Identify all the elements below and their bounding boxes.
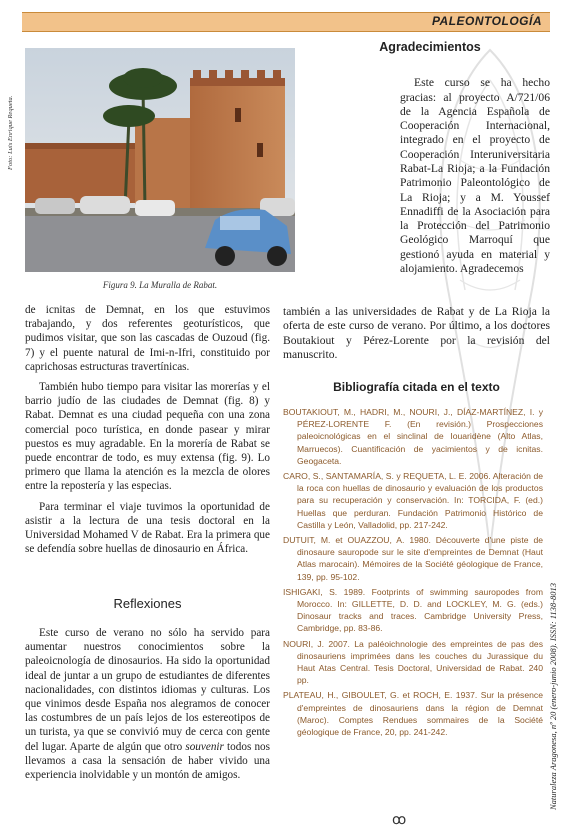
ornament-icon: ꝏ bbox=[392, 813, 407, 828]
photo-caption: Figura 9. La Muralla de Rabat. bbox=[102, 280, 218, 290]
bibliography-title: Bibliografía citada en el texto bbox=[333, 380, 500, 394]
reflexiones-title: Reflexiones bbox=[113, 596, 182, 611]
acknowledgements-section bbox=[310, 40, 550, 276]
bibliography-list bbox=[283, 406, 543, 741]
bibliography-entry: NOURI, J. 2007. La paléoichnologie des empreintes de pas des dinosauriens imprimées dans les couches du Jurassique du Haut Atas Central. Tesis Doctoral, Universidad de Rabat. 240 pp. bbox=[283, 638, 543, 686]
acknowledgements-continuation: también a las universidades de Rabat y de La Rioja la oferta de este curso de verano. Por último, a los doctores Boutakiout y Pérez-Lorente por la revisión del manuscrito. bbox=[283, 305, 550, 361]
bibliography-entry: CARO, S., SANTAMARÍA, S. y REQUETA, L. E. 2006. Alteración de la roca con huellas de dinosaurio y evaluación de los productos para su recuperación y conservación. In: TORCIDA, F. (ed.) Huellas que perduran. Fundación Patrimonio Histórico de Castilla y León, Valladolid, pp. 217-242. bbox=[283, 471, 543, 530]
left-column bbox=[25, 303, 270, 556]
paragraph-1: de icnitas de Demnat, en los que estuvimos trabajando, y dos referentes geoturísticos, que pudimos visitar, que son las cascadas de Ouzoud (fig. 7) y el puente natural de Imi-n-Ifri, constituido por caprichosas estructuras travertínicas. bbox=[25, 304, 270, 373]
bibliography-entry: PLATEAU, H., GIBOULET, G. et ROCH, E. 1937. Sur la présence d'empreintes de dinosauriens dans la région de Demnat (Maroc). Comptes Rendues sommaires de la Société géologique de France, 20, pp. 241-242. bbox=[283, 690, 543, 738]
acknowledgements-title: Agradecimientos bbox=[379, 40, 481, 54]
reflexiones-text-b: todos nos llevamos a casa la sensación de haber vivido una experiencia inolvidable y un montón de amigos. bbox=[25, 740, 270, 782]
header-bar bbox=[22, 12, 550, 32]
paragraph-3: Para terminar el viaje tuvimos la oportunidad de asistir a la lectura de una tesis doctoral en la Universidad Mohamed V de Rabat. Era la primera que se defendía sobre huellas de dinosaurio en África. bbox=[25, 500, 270, 556]
acknowledgements-text: Este curso se ha hecho gracias: al proyecto A/721/06 de la Agencia Española de Cooperación Internacional, integrado en el proyecto de Cooperación Interuniversitaria Rabat-La Rioja; a la Fundación Patrimonio Paleontológico de La Rioja; y a M. Youssef Ennadiffi de la Asociación para la Protección del Patrimonio Geológico Marroquí que gestionó ayuda en material y alojamiento. Agradecemos bbox=[400, 76, 550, 276]
rabat-wall-photo bbox=[25, 48, 295, 272]
photo-credit: Foto: Luis Enrique Requeta. bbox=[7, 95, 14, 170]
reflexiones-body bbox=[25, 626, 270, 782]
acknowledgements-body bbox=[310, 76, 550, 276]
reflexiones-emphasis: souvenir bbox=[185, 740, 224, 753]
bibliography-entry: ISHIGAKI, S. 1989. Footprints of swimming sauropodes from Morocco. In: GILLETTE, D. D. and LOCKLEY, M. G. (eds.) Dinosaur tracks and traces. Cambridge University Press, Cambridge, pp. 83-86. bbox=[283, 586, 543, 634]
section-title: PALEONTOLOGÍA bbox=[431, 14, 542, 28]
bibliography-entry: DUTUIT, M. et OUAZZOU, A. 1980. Découverte d'une piste de dinosaure sauropode sur le site d'empreintes de Demnat (Haut Atlas marocain). Mémoires de la Société géologique de France, 139, pp. 95-102. bbox=[283, 535, 543, 582]
reflexiones-text-a: Este curso de verano no sólo ha servido para aumentar nuestros conocimientos sobre la paleoicnología de dinosaurios. Ha sido la oportunidad ideal de juntar a un grupo de estudiantes de diferentes nacionalidades, con distintos idiomas y culturas. Los que vinimos desde España nos alegramos de conocer las costumbres de un país lejos de los estereotipos de un turista, ya que se convivió muy de cerca con gente del lugar. Aparte de algún que otro bbox=[25, 627, 270, 753]
paragraph-2: También hubo tiempo para visitar las morerías y el barrio judío de las ciudades de Demnat (fig. 8) y Rabat. Demnat es una ciudad pequeña con una zona comercial poco turística, en donde pasear y mirar puestos es muy agradable. En la morería de Rabat se puede encontrar de todo, es muy extensa (fig. 9). Lo primero que llama la atención es la mezcla de olores entre la repostería y las especias. bbox=[25, 381, 270, 493]
journal-footer: Naturaleza Aragonesa, nº 20 (enero-junio 2008). ISSN: 1138-8013 bbox=[548, 582, 558, 810]
bibliography-entry: BOUTAKIOUT, M., HADRI, M., NOURI, J., DÍAZ-MARTÍNEZ, I. y PÉREZ-LORENTE F. (En revisión.) Prospecciones paleoicnológicas en el sinclinal de Iouaridène (Alto Atlas, Marruecos). Cuantificación de yacimientos y de icnitas. Geogaceta. bbox=[283, 407, 543, 466]
reflexiones-paragraph bbox=[25, 626, 270, 782]
